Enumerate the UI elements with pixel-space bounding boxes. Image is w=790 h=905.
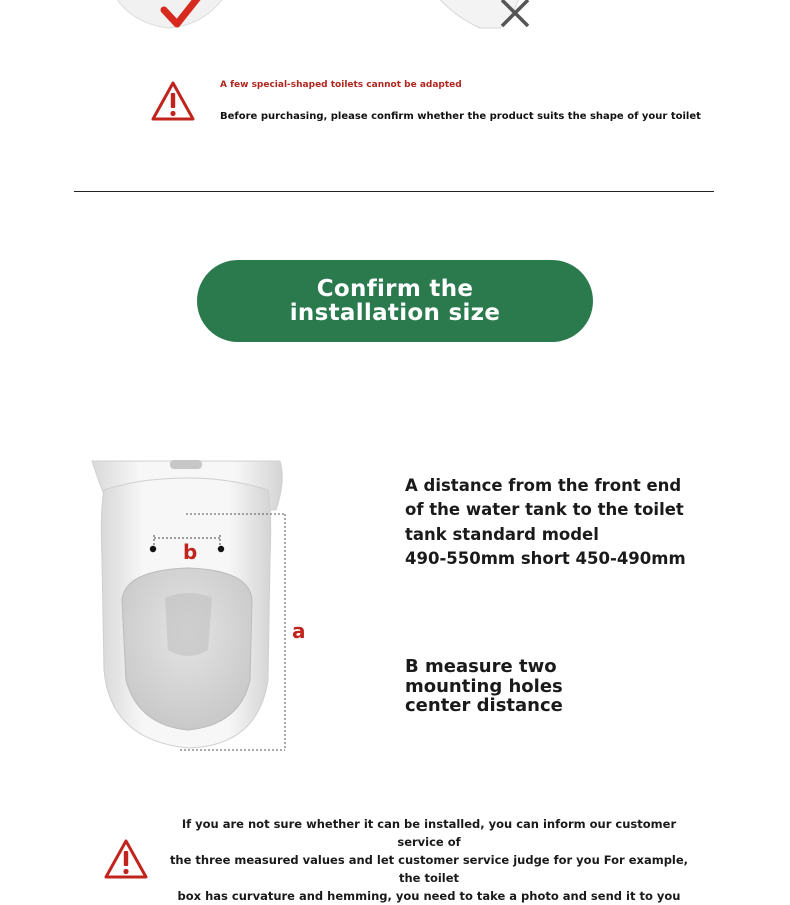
incompatible-toilet-image (410, 0, 540, 32)
measurement-a-line: tank standard model (405, 524, 599, 544)
measurement-b-description (405, 657, 645, 716)
warning-title: A few special-shaped toilets cannot be adapted (220, 80, 462, 90)
note-line: If you are not sure whether it can be installed, you can inform our customer service of (181, 817, 677, 849)
warning-triangle-icon (150, 80, 196, 122)
toilet-measurement-diagram (80, 450, 320, 760)
section-divider (74, 191, 714, 192)
measurement-a-description (405, 474, 705, 571)
measurement-b-line: mounting holes (405, 675, 563, 697)
note-line: box has curvature and hemming, you need to take a photo and send it to you (177, 889, 681, 903)
compatible-toilet-image (92, 0, 242, 32)
section-title: Confirm the installation size (289, 276, 501, 326)
measurement-b-line: B measure two (405, 656, 557, 677)
measurement-a-line: A distance from the front end (405, 476, 682, 495)
mounting-hole-left (150, 546, 156, 552)
warning-note: Before purchasing, please confirm whether the product suits the shape of your toilet (220, 111, 701, 122)
measurement-a-line: of the water tank to the toilet (405, 500, 684, 520)
measurement-b-line: center distance (405, 695, 563, 716)
label-a: a (292, 619, 306, 643)
note-line: the three measured values and let customer service judge for you For example, the toilet (169, 853, 689, 885)
warning-triangle-icon (103, 838, 149, 880)
customer-service-note (168, 815, 690, 905)
section-heading-pill (197, 260, 593, 342)
measurement-a-line: 490-550mm short 450-490mm (405, 548, 686, 568)
mounting-hole-right (218, 546, 224, 552)
label-b: b (183, 540, 198, 564)
